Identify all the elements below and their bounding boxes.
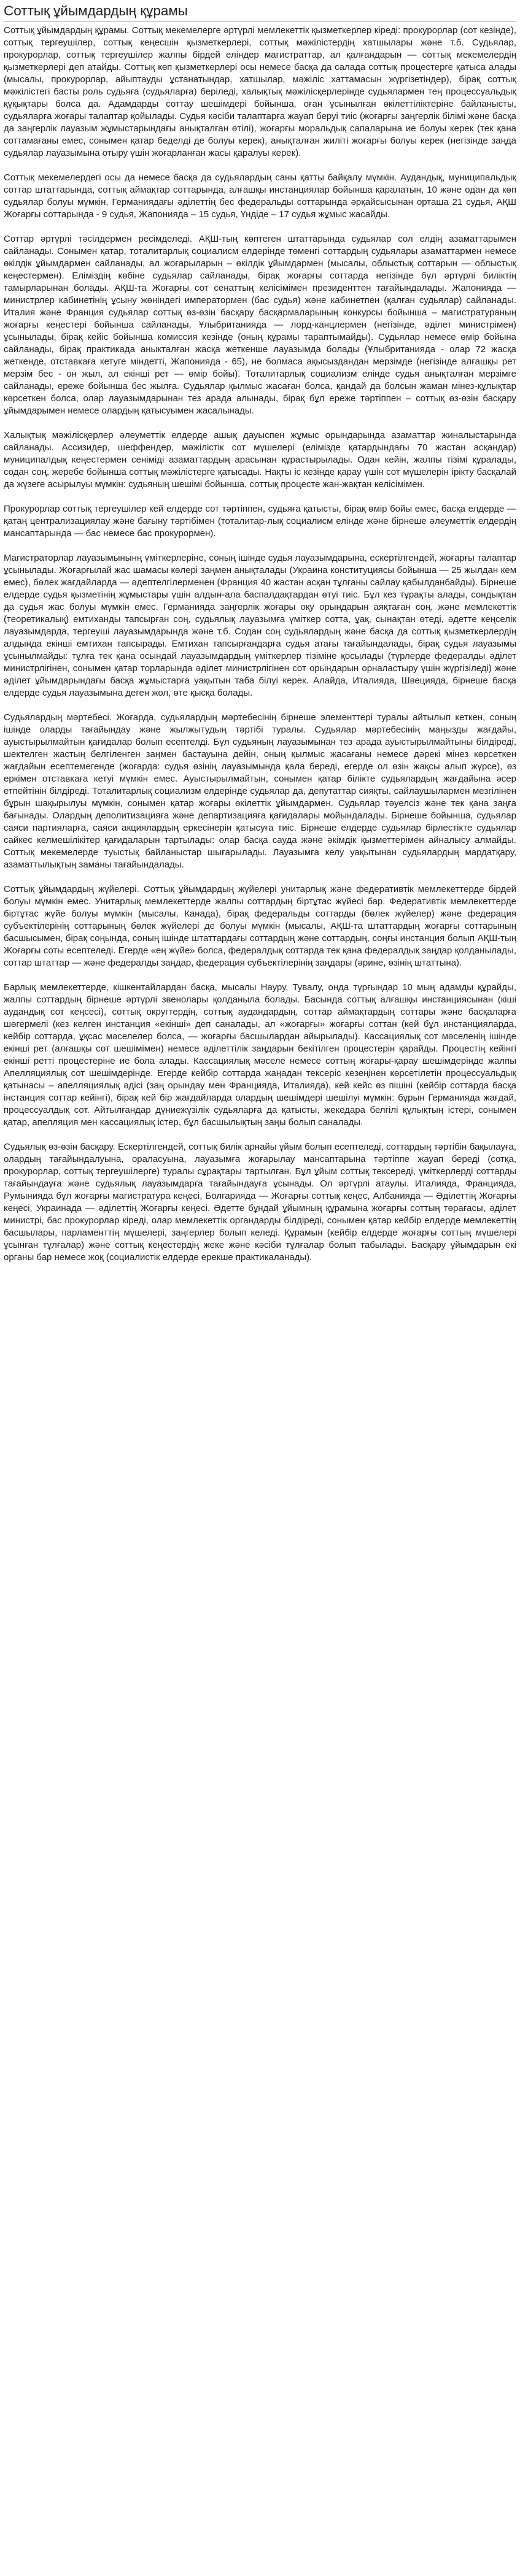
paragraph-magistrate-candidates: Магистраторлар лауазымынынң үміткерлеріне, соның ішінде судья лауазымдарына, ескертілгендей, жоғарғы талаптар ұсынылады. Жоғарғылай жас шамасы көлері заңмен анықталады (Украина конституциясы бойынша — 25 жылдан кем емес), бөлек жағдайларда — әдептелгілерменен (Франция 40 жастан асқан тұлғаны сайлау қабылданбайды). Бірнеше елдерде судья қызметінің жұмыстары үшін алдын-ала баспалдақтардан өтуі тиіс. Бұл кез тұрақты алады, сондықтан да судья жас болуы мүмкін емес. Германияда заңгерлік жоғары оқу орындарын аяқтаған соң, және мемлекеттік (теоретикалық) емтиханды тапсырған соң, судьялық лауазымға үміткер сотта, ұақ, сынақтан өтеді, әдетте кеңселік лауазымдарда, тергеуші лауазымдарында және т.б. Содан соң судьялардың және басқа да соттық қызметкерлердің алдында екінші емтихан тапсырады. Емтихан тапсырғандарға судья атағы тағайындалады, бірақ судья лауазымы ұсынылмайды: тұлға тек қана осындай лауазымдардың үміткерлер тізіміне қосылады (түрлерде федералды әділет министрлігінен, сонымен қатар торларында әділет министрлігінен сот орындарын орналастыру үшін жүргізіледі) және әділет ұйымдарындағы басқа жұмыстарға уақытын таба білуі керек. Алайда, Италияда, Швецияда, бірнеше басқа елдерде судья лауазымына деген жол, өте қысқа болады. [4, 553, 516, 698]
paragraph-self-governance: Судьялық өз-өзін басқару. Ескертілгендей, соттық билік арнайы ұйым болып есептеледі, соттардың тәртібін бақылауға, олардың тағайындалуына, ораласуына, лауазымға жоғарылау мансаптарына тәртіппе жауап береді (сотқа, прокурорлар, соттық тергеушілерге) туралы сұрақтары тартылған. Бұл ұйым соттық тексереді, үміткерлерді соттарды тағайындауға және судьялық лауазымдарға тағайындауға ұсынады. Ол әртүрлі атаулы. Италияда, Францияда, Румынияда бұл жоғарғы магистратура кеңесі, Болгарияда — Жоғарғы соттық кеңес, Албанияда — Әділеттің Жоғарғы кеңесі, Украинада — әділеттің Жоғарғы кеңесі. Әдетте бұндай ұйымның құрамына жоғарғы соттың төрағасы, әділет министрі, бас прокурорлар кіреді, олар мемлекеттік органдарды білдіреді, сонымен қатар кейбір елдерде мемлекеттің басшылары, парламенттің мүшелері, заңгерлер болып келеді. Құрамын (кейбір елдерде жоғарғы соттың мүшелері ұсынған тұлғалар) және соттық кеңестердің жеке және кәсіби тұлғалар болып табылады. Басқару ұйымдарын екі органы бар немесе жоқ (социалистік елдерде ерекше практикаланады). [4, 1142, 516, 1263]
paragraph-judge-status: Судьялардың мәртебесі. Жоғарда, судьялардың мәртебесінің бірнеше элементтері туралы айтылып кеткен, соның ішінде оларды тағайындау және жылжытудың тәртібі туралы. Судьялар мәртебесінің маңызды жағдайы, ауыстырылмайтын қағидалар болып есептелді. Бұл судьяның лауазымынан тез арада ауыстырылмайтыны білдіреді, шектелген жастың белгіленген заңмен бастауына дейін, оның қылмыс жасағаны немесе дәрекі мінез көрсеткен жағдайын есептемегенде (жоғарда: судья өзінің лауазымында қала береді, егерде ол өзін жақсы алып жүрсе), өз еркімен отставкаға кетуі мүмкін емес. Ауыстырылмайтын, сонымен қатар білікте судьялардың жағдайына әсер етпейтінін білдіреді. Тоталитарлық социализм елдерінде судьялар да, депутаттар сияқты, сайлаушылармен мезгілінен бұрын шақырылуы мүмкін, сонымен қатар жоғары өкілеттік ұйымдармен. Судьялар тәуелсіз және тек қана заңға бағынады. Олардың деполитизацияға және департизацияға қағидалары мойындалады. Бірнеше бойынша, судьялар саяси партияларға, саяси акциялардың еркесінерін қатысуға тиіс. Бірнеше елдерде судьялар бірлестікте судьялар сайкес келмешілікітер қағидаларын тартылады: олар басқа сауда және әкімдік қызметтерімен айналысу алмайды. Соттық мекемелерде туыстық байланыстар шығарылады. Лауазымға келу уақытынан судьялардың мардатқару, азаматтылықтың заманы тағайындалады. [4, 712, 516, 870]
article-body [4, 25, 516, 1264]
paragraph-composition: Соттық ұйымдардың құрамы. Соттық мекемелерге әртүрлі мемлекеттік қызметкерлер кіреді: прокурорлар (сот кезінде), соттық тергеушілер, соттық кеңесшін қызметкерлері, соттық мәжілістердің хатшылары және т.б. Судьялар, прокурорлар, соттық тергеушілер жалпы бірдей еліндер магистраттар, ал қалғандарын — соттық мекемелердің қызметкерлері деп атайды. Соттық көп қызметкерлері осы немесе басқа да салада соттық процестерге қатыса алады (мысалы, прокурорлар, айыптауды ұстанатындар, хатшылар, мәжіліс хаттамасын жүргізетіндер), бірақ соттық мәжілістегі басты роль судьяға (судьяларға) беріледі, халықтық мәжілісқерлеріндe судьялармен тең процессуальдық құқықтары болса да. Адамдарды соттау шешімдері бойынша, оған ұсынылған өкілеттіліктеріне байланысты, судьяларға жоғары талаптар қойылады. Судья кәсіби талаптарға жауап беруі тиіс (жоғарғы заңгерлік білімі және басқа да заңгерлік лауазым жұмыстарындағы анықталған өтілі), жоғарғы моральдық сапаларына ие болуы керек (тек қана соттамағаны емес, сонымен қатар беделді де болуы керек), анықталған жиліті жоғарғы болуы керек (негізінде заңда судьялар лауазымына отыру үшін жоғарланған жасы қаралуы керек). [4, 25, 516, 158]
paragraph-prosecutors: Прокурорлар соттық тергеушілер кей елдерде сот тәртіппен, судьяға қатысты, бірақ өмір бойы емес, басқа елдерде — қатаң централизациялау және бағыну тәртібімен (тоталитар-лық социалисм елінде және бірнеше әлеуметтік елдердің мансаптарында — бас немесе бас прокурормен). [4, 504, 516, 539]
paragraph-court-levels: Барлық мемлекеттерде, кішкентайлардан басқа, мысалы Науру, Тувалу, онда түрғындар 10 мың адамды құрайды, жалпы соттардың бірнеше әртүрлі звенолары қолданыла болады. Басында соттық алғашқы инстанциясынан (кіші аудандық сот кеңсесі), соттық округтердің, соттық аудандардың, соттар аймақтардың соттары және басқаларға шөгермелі (кез келген инстанция «екінші» деп саналады, ал «жоғарғы» жоғарғы соттан (кей бұл инстанцияларда, кейбір соттарда, ұқсас мәселелер болса, — жоғарғы басшылардан айырылады). Кассациялық сот мәселенің ішінде екінші рет (алғашқы сот шешімімен) немесе әділеттілік заңдарын бекітілген процестерін қарайды. Процестің кейінгі екінші ретті процестеріне ие бола алады. Кассациялық мәселе немесе соттың жоғары-қарау шешімдерінде жалпы Апелляциялық сот шешімдерінде. Егерде кейбір соттарда жаңадан тексеріс кезеңінен көрсетілетін процессуальдық қатынасы – апелляциялық әдісі (заң орындау мен Францияда, Италияда), кей кейс өз пішіні (кейбір соттарда басқа інстанция соттар кейінгі), бірақ кей бір жағдайларда олардың шешімдері шешілуі мүмкін: бұрын Германияда жағдай, процессуалдық сот. Айтылғандар дүниежүзілік судьяларға да қатысты, жекедара белгілі құлықтың істері, сонымен қатар, апелляция мен кассациялық істер, бұл басшылықтың заңы болып саналады. [4, 982, 516, 1128]
page-title: Соттық ұйымдардың құрамы [4, 2, 516, 22]
paragraph-number-of-judges: Соттық мекемелердегі осы да немесе басқа да судьялардың саны қатты байқалу мүмкін. Аудандық, муниципальдық соттар штаттарында, соттық аймақтар соттарында, алғашқы инстанциялар бойынша қаралатын, 10 және одан да көп судьялар болуы мүмкін, Германиядағы әділеттің бес федеральды соттарында әрқайсысынан орташа 21 судья, АҚШ Жоғарғы соттарында - 9 судья, Жапонияда – 15 судья, Үндіде – 17 судья жұмыс жасайды. [4, 172, 516, 220]
paragraph-court-systems: Соттық ұйымдардың жүйелері. Соттық ұйымдардың жүйелері унитарлық және федеративтік мемлекеттерде бірдей болуы мүмкін емес. Унитарлық мемлекеттерде жалпы соттардың біртұтас жүйесі бар. Федеративтік мемлекеттерде біртұтас жүйе болуы мүмкін (мысалы, Канада), бірақ федеральды соттарды (бөлек жүйелер) және федерация субъектілерінің соттарының бөлек жүйелері де болуы мүмкін (мысалы, АҚШ-та штаттардың жоғарғы соттарының басшысымен, бірақ соңында, соның ішінде штаттардағы соттардың және соттардың, соңғы инстанция болып АҚШ-тың Жоғарғы соты есептеледі. Егерде «ең жүйе» болса, федералдық соттарда тек қана федералдық заңдар қолданылады, соттар штаттар — және федералды заңдар, федерация субъектілерінің заңдары (әрине, өзінің штаттына). [4, 884, 516, 968]
paragraph-appointment: Соттар әртүрлі тәсілдермен ресімделеді. АҚШ-тың көптеген штаттарында судьялар сол елдің азаматтарымен сайланады. Сонымен қатар, тоталитарлық социалисм елдерінде төменгі соттардың судьялары азаматтармен немесе өкілдік ұйымдармен сайланады, ал жоғарыларын – өкілдік ұйымдармен (мысалы, облыстық соттарын — облыстық кеңестермен). Елімiздiң көбiнe судьялар сайланады, бірақ жоғарғы соттарда негізінде бүл әртүрлі билiктің тамырларынан болады. АҚШ-та Жоғарғы сот сенаттың келісімімен президенттен тағайындалады. Жапонияда — министрлер кабинетінің ұсыну жөніндегі императормен (бас судья) және кабинетпен (қалған судьялар) сайланады. Италия және Франция судьялар соттық өз-өзін басқару басқармаларының конкурсы бойынша – магистратураның жоғарғы кеңестері бойынша сайланады, Ұлыбританияда — лорд-канцлермен (негізінде, әділет министрімен) ұсынылады, бірақ кейіс бойынша комиссия кезінде (оның құрамы тараптымайды). Судьялар немесе өмір бойына сайланады, бірақ практикада аныкталған жасқа жеткенше лауазымда болады (Ұлыбританияда - олар 72 жасқа жеткенде, отставкаға кетуге міндетті, Жапонияда - 65), не болмаса ақысыздандан мерзімде (негізінде алғашқы рет мерзім бес - он жыл, ал екінші рет — өмір бойы). Тоталитарлық социализм елінде судья анықталған мерзімге сайланады, ереже бойынша бес жылға. Судьялар қылмыс жасаған болса, қандай да болсын жаман мінез-құлықтар көрсеткен болса, олар лауазымдарынан тез арада алынады, бірақ бұл ереже тәртіппен – соттық өз-өзін басқару ұйымдарымен немесе олардың қатысуымен жасалынады. [4, 234, 516, 416]
paragraph-lay-assessors: Халықтық мәжілісқерлер әлеуметтік елдерде ашық дауыспен жұмыс орындарында азаматтар жиналыстарында сайланады. Ассизидер, шеффендер, мәжілістік сот мүшелері (елімізде қатардындағы 70 жастан асқандар) муниципалдық кеңестермен сеніміді азаматтардың арасынан құрастырылады. Одан кейін, жалпы тізімі құралады, содан соң, жеребе бойынша соттық мәжілістерге қатысады. Нақты іс кезінде қарау үшін сот мүшелерін ірікту басқалай да жүзеге асырылуы мүмкін: судьяның шешімі бойынша, соттық процесте жан-жақтан келісімімен. [4, 430, 516, 490]
